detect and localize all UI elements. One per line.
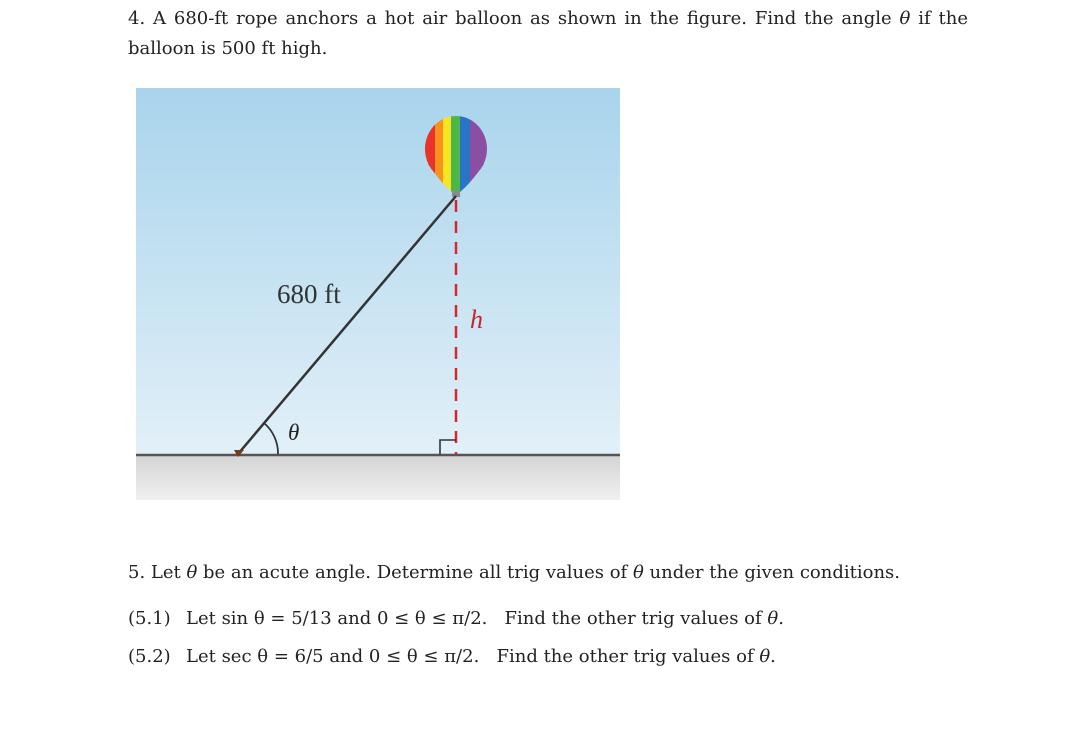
height-label: h — [470, 305, 483, 334]
subproblem-5-2 — [128, 642, 776, 672]
subproblem-5-1-label: (5.1) — [128, 608, 171, 629]
problem-5-theta-2: θ — [632, 562, 644, 583]
subproblem-5-2-label: (5.2) — [128, 646, 171, 667]
problem-5-text-start: 5. Let — [128, 562, 187, 583]
ground — [136, 456, 620, 500]
rope-length-label: 680 ft — [277, 279, 341, 309]
subproblem-5-1-find: Find the other trig values of — [504, 608, 768, 629]
problem-4-text-end: if the balloon is 500 ft high. — [128, 8, 969, 59]
problem-4-theta: θ — [899, 8, 911, 29]
subproblem-5-2-find: Find the other trig values of — [496, 646, 760, 667]
problem-5-text — [128, 558, 900, 588]
sky — [136, 88, 620, 456]
problem-5-text-mid: be an acute angle. Determine all trig values of — [197, 562, 633, 583]
subproblem-5-1-condition: sin θ = 5/13 — [221, 608, 332, 629]
subproblem-5-2-theta: θ. — [759, 646, 776, 667]
problem-4-text-start: 4. A 680-ft rope anchors a hot air balloon as shown in the figure. Find the angle — [128, 8, 900, 29]
problem-5-theta-1: θ — [186, 562, 198, 583]
subproblem-5-1-and: and — [331, 608, 377, 629]
subproblem-5-1-let: Let — [186, 608, 222, 629]
subproblem-5-2-condition: sec θ = 6/5 — [221, 646, 324, 667]
balloon-figure — [136, 88, 620, 500]
subproblem-5-1-theta: θ. — [767, 608, 784, 629]
subproblem-5-2-range: 0 ≤ θ ≤ π/2. — [368, 646, 480, 667]
subproblem-5-1-range: 0 ≤ θ ≤ π/2. — [376, 608, 488, 629]
subproblem-5-2-let: Let — [186, 646, 222, 667]
angle-theta-label: θ — [288, 420, 300, 445]
problem-5-text-end: under the given conditions. — [643, 562, 900, 583]
balloon-diagram — [136, 88, 620, 500]
problem-4-text — [128, 4, 968, 64]
subproblem-5-2-and: and — [323, 646, 369, 667]
subproblem-5-1 — [128, 604, 784, 634]
